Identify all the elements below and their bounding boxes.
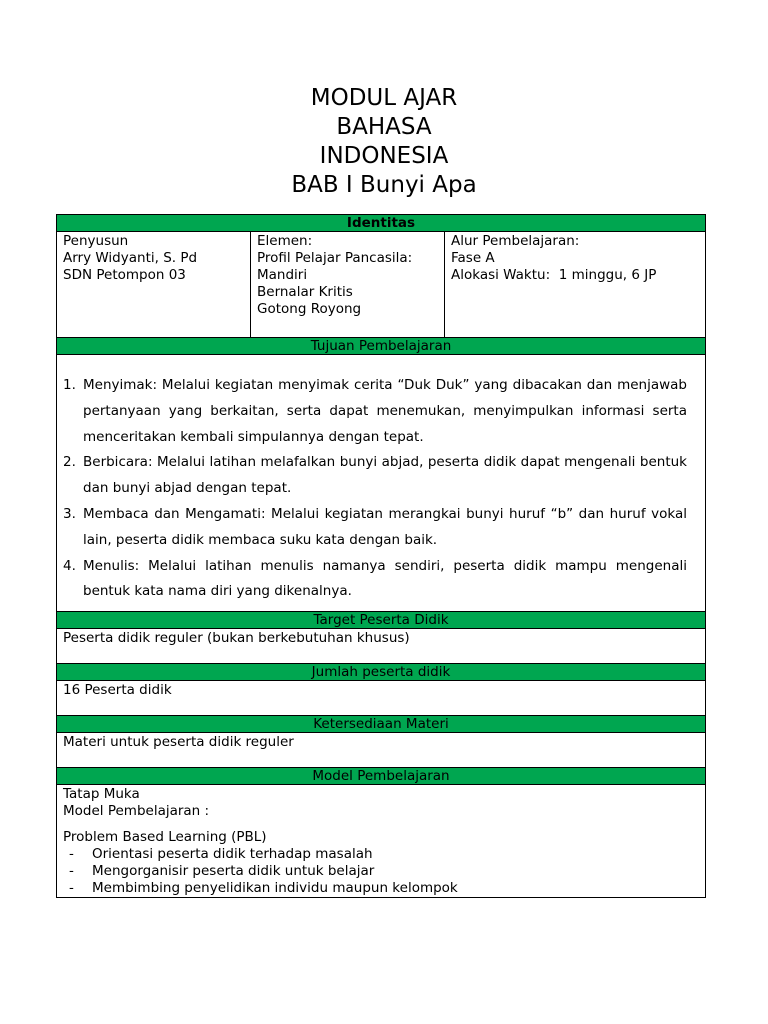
model-line: Model Pembelajaran : — [63, 803, 210, 820]
list-text: Mengorganisir peserta didik untuk belajar — [92, 863, 375, 880]
list-number: 1. — [63, 377, 76, 393]
title-line: BAHASA — [336, 114, 432, 140]
cell-line: Mandiri — [257, 267, 308, 283]
target-row — [57, 629, 706, 664]
ketersediaan-value: Materi untuk peserta didik reguler — [57, 733, 706, 768]
section-header-ketersediaan — [57, 716, 706, 733]
list-item — [63, 863, 699, 880]
section-header-identitas — [57, 215, 706, 232]
dash-bullet: - — [69, 880, 74, 897]
cell-line: Fase A — [451, 250, 495, 266]
model-line: Tatap Muka — [63, 786, 140, 803]
list-item — [63, 880, 699, 897]
list-number: 3. — [63, 505, 76, 522]
dash-bullet: - — [69, 846, 74, 863]
list-text: Membimbing penyelidikan individu maupun kelompok — [92, 880, 458, 897]
cell-line: Arry Widyanti, S. Pd — [63, 250, 198, 266]
cell-line: Elemen: — [257, 233, 313, 249]
cell-line: Gotong Royong — [257, 301, 362, 317]
list-number: 4. — [63, 557, 76, 574]
document-title — [0, 84, 768, 200]
tujuan-row — [57, 355, 706, 612]
section-header-target — [57, 612, 706, 629]
list-text: Membaca dan Mengamati: Melalui kegiatan merangkai bunyi huruf “b” dan huruf vokal lain, peserta didik membaca suku kata dengan baik. — [83, 505, 687, 548]
section-header-label: Identitas — [57, 215, 706, 232]
title-line: BAB I Bunyi Apa — [291, 172, 477, 198]
section-header-label: Target Peserta Didik — [57, 612, 706, 629]
target-value: Peserta didik reguler (bukan berkebutuhan khusus) — [57, 629, 706, 664]
section-header-label: Ketersediaan Materi — [57, 716, 706, 733]
list-item — [63, 450, 687, 502]
list-item — [63, 554, 687, 606]
cell-line: Alur Pembelajaran: — [451, 233, 580, 249]
cell-line: SDN Petompon 03 — [63, 267, 186, 283]
model-cell — [57, 785, 706, 898]
identitas-elemen-cell — [251, 232, 445, 338]
model-row — [57, 785, 706, 898]
tujuan-list — [63, 373, 687, 605]
tujuan-cell — [57, 355, 706, 612]
identitas-penyusun-cell — [57, 232, 251, 338]
list-text: Berbicara: Melalui latihan melafalkan bunyi abjad, peserta didik dapat mengenali bentuk dan bunyi abjad dengan tepat. — [83, 454, 687, 497]
model-line: Problem Based Learning (PBL) — [63, 829, 267, 846]
modul-table — [56, 214, 706, 898]
cell-line: Penyusun — [63, 233, 129, 249]
section-header-jumlah — [57, 664, 706, 681]
cell-line: Alokasi Waktu: 1 minggu, 6 JP — [451, 267, 657, 283]
list-text: Menulis: Melalui latihan menulis namanya sendiri, peserta didik mampu mengenali bentuk kata nama diri yang dikenalnya. — [83, 557, 687, 600]
identitas-alur-cell — [445, 232, 706, 338]
list-item — [63, 846, 699, 863]
cell-line: Profil Pelajar Pancasila: — [257, 250, 413, 266]
list-number: 2. — [63, 454, 76, 471]
list-item — [63, 373, 687, 450]
section-header-tujuan — [57, 338, 706, 355]
list-item — [63, 502, 687, 554]
spacer — [63, 820, 699, 829]
section-header-label: Model Pembelajaran — [57, 768, 706, 785]
jumlah-value: 16 Peserta didik — [57, 681, 706, 716]
list-text: Menyimak: Melalui kegiatan menyimak cerita “Duk Duk” yang dibacakan dan menjawab pertanyaan yang berkaitan, serta dapat menemukan, menyimpulkan informasi serta menceritakan kembali simpulannya dengan tepat. — [83, 377, 687, 445]
dash-bullet: - — [69, 863, 74, 880]
cell-line: Bernalar Kritis — [257, 284, 353, 300]
list-text: Orientasi peserta didik terhadap masalah — [92, 846, 373, 863]
section-header-label: Jumlah peserta didik — [57, 664, 706, 681]
model-steps — [63, 846, 699, 897]
title-line: MODUL AJAR — [310, 85, 458, 111]
section-header-label: Tujuan Pembelajaran — [57, 338, 706, 355]
section-header-model — [57, 768, 706, 785]
jumlah-row — [57, 681, 706, 716]
ketersediaan-row — [57, 733, 706, 768]
title-line: INDONESIA — [319, 143, 449, 169]
identitas-row — [57, 232, 706, 338]
